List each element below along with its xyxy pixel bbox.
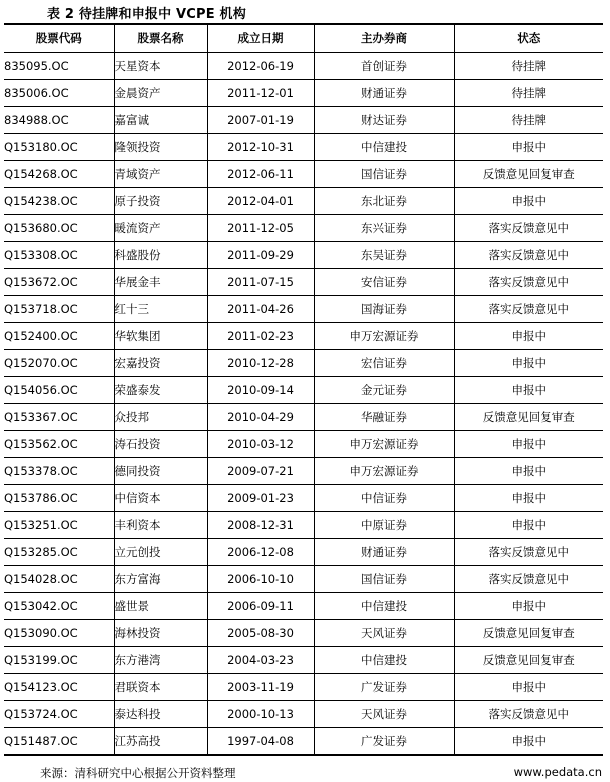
- cell-stock-name: 原子投资: [114, 188, 207, 215]
- table-row: [4, 377, 603, 404]
- table-row: [4, 269, 603, 296]
- cell-stock-name: 江苏高投: [114, 728, 207, 756]
- cell-status: 落实反馈意见中: [454, 566, 603, 593]
- cell-stock-name: 青域资产: [114, 161, 207, 188]
- cell-founded-date: 2006-09-11: [207, 593, 314, 620]
- cell-founded-date: 2004-03-23: [207, 647, 314, 674]
- cell-stock-code: Q153562.OC: [4, 431, 114, 458]
- cell-founded-date: 2010-03-12: [207, 431, 314, 458]
- cell-status: 反馈意见回复审查: [454, 620, 603, 647]
- cell-status: 申报中: [454, 377, 603, 404]
- cell-stock-code: Q154123.OC: [4, 674, 114, 701]
- cell-status: 落实反馈意见中: [454, 539, 603, 566]
- cell-stock-name: 东方港湾: [114, 647, 207, 674]
- table-row: [4, 647, 603, 674]
- cell-stock-code: Q153180.OC: [4, 134, 114, 161]
- table-row: [4, 431, 603, 458]
- cell-sponsor-broker: 财达证券: [314, 107, 454, 134]
- cell-sponsor-broker: 天风证券: [314, 701, 454, 728]
- cell-founded-date: 2012-04-01: [207, 188, 314, 215]
- table-body: [4, 53, 603, 756]
- cell-stock-code: Q153786.OC: [4, 485, 114, 512]
- cell-stock-name: 嘉富诚: [114, 107, 207, 134]
- header-status: 状态: [454, 24, 603, 53]
- cell-sponsor-broker: 东兴证券: [314, 215, 454, 242]
- cell-stock-name: 涛石投资: [114, 431, 207, 458]
- cell-status: 申报中: [454, 431, 603, 458]
- cell-stock-code: Q153680.OC: [4, 215, 114, 242]
- cell-status: 申报中: [454, 350, 603, 377]
- table-row: [4, 512, 603, 539]
- cell-founded-date: 2011-09-29: [207, 242, 314, 269]
- table-row: [4, 242, 603, 269]
- cell-status: 申报中: [454, 134, 603, 161]
- header-founded-date: 成立日期: [207, 24, 314, 53]
- cell-sponsor-broker: 金元证券: [314, 377, 454, 404]
- cell-founded-date: 2011-04-26: [207, 296, 314, 323]
- watermark: www.pedata.cn: [513, 765, 602, 779]
- cell-status: 落实反馈意见中: [454, 701, 603, 728]
- cell-founded-date: 2012-06-11: [207, 161, 314, 188]
- cell-founded-date: 2006-12-08: [207, 539, 314, 566]
- cell-sponsor-broker: 宏信证券: [314, 350, 454, 377]
- cell-founded-date: 2005-08-30: [207, 620, 314, 647]
- cell-founded-date: 2009-07-21: [207, 458, 314, 485]
- cell-sponsor-broker: 广发证券: [314, 674, 454, 701]
- cell-stock-code: Q152070.OC: [4, 350, 114, 377]
- cell-sponsor-broker: 财通证券: [314, 80, 454, 107]
- cell-stock-code: 835095.OC: [4, 53, 114, 80]
- source-note: 来源：清科研究中心根据公开资料整理: [40, 766, 236, 780]
- cell-sponsor-broker: 华融证券: [314, 404, 454, 431]
- cell-founded-date: 2011-12-05: [207, 215, 314, 242]
- cell-founded-date: 2003-11-19: [207, 674, 314, 701]
- cell-status: 申报中: [454, 188, 603, 215]
- vcpe-institutions-table: [4, 23, 603, 756]
- table-row: [4, 53, 603, 80]
- table-row: [4, 215, 603, 242]
- cell-status: 落实反馈意见中: [454, 269, 603, 296]
- cell-founded-date: 2009-01-23: [207, 485, 314, 512]
- table-row: [4, 350, 603, 377]
- cell-sponsor-broker: 中原证券: [314, 512, 454, 539]
- cell-stock-code: Q154238.OC: [4, 188, 114, 215]
- cell-stock-code: Q153199.OC: [4, 647, 114, 674]
- table-row: [4, 674, 603, 701]
- cell-stock-code: Q153042.OC: [4, 593, 114, 620]
- cell-founded-date: 2010-09-14: [207, 377, 314, 404]
- cell-founded-date: 2011-07-15: [207, 269, 314, 296]
- header-stock-name: 股票名称: [114, 24, 207, 53]
- cell-status: 申报中: [454, 323, 603, 350]
- table-row: [4, 134, 603, 161]
- table-title: 表 2 待挂牌和申报中 VCPE 机构: [47, 7, 246, 22]
- cell-sponsor-broker: 国海证券: [314, 296, 454, 323]
- table-row: [4, 566, 603, 593]
- header-row: [4, 24, 603, 53]
- cell-founded-date: 2000-10-13: [207, 701, 314, 728]
- cell-stock-code: Q153367.OC: [4, 404, 114, 431]
- cell-stock-name: 泰达科投: [114, 701, 207, 728]
- header-stock-code: 股票代码: [4, 24, 114, 53]
- cell-stock-name: 盛世景: [114, 593, 207, 620]
- cell-sponsor-broker: 中信建投: [314, 647, 454, 674]
- table-row: [4, 701, 603, 728]
- cell-stock-code: Q154268.OC: [4, 161, 114, 188]
- cell-stock-name: 中信资本: [114, 485, 207, 512]
- cell-sponsor-broker: 中信证券: [314, 485, 454, 512]
- header-sponsor-broker: 主办券商: [314, 24, 454, 53]
- cell-stock-name: 东方富海: [114, 566, 207, 593]
- cell-sponsor-broker: 申万宏源证券: [314, 458, 454, 485]
- cell-sponsor-broker: 东吴证券: [314, 242, 454, 269]
- cell-status: 待挂牌: [454, 80, 603, 107]
- table-row: [4, 188, 603, 215]
- table-row: [4, 593, 603, 620]
- cell-status: 待挂牌: [454, 53, 603, 80]
- cell-sponsor-broker: 东北证券: [314, 188, 454, 215]
- cell-sponsor-broker: 国信证券: [314, 161, 454, 188]
- cell-founded-date: 2006-10-10: [207, 566, 314, 593]
- cell-stock-code: Q153251.OC: [4, 512, 114, 539]
- table-row: [4, 404, 603, 431]
- cell-stock-name: 海林投资: [114, 620, 207, 647]
- table-row: [4, 485, 603, 512]
- cell-status: 申报中: [454, 593, 603, 620]
- cell-stock-name: 宏嘉投资: [114, 350, 207, 377]
- cell-sponsor-broker: 广发证券: [314, 728, 454, 756]
- cell-status: 申报中: [454, 674, 603, 701]
- cell-stock-code: Q153378.OC: [4, 458, 114, 485]
- cell-status: 申报中: [454, 512, 603, 539]
- cell-founded-date: 2012-10-31: [207, 134, 314, 161]
- cell-status: 反馈意见回复审查: [454, 404, 603, 431]
- cell-stock-name: 德同投资: [114, 458, 207, 485]
- cell-founded-date: 2010-04-29: [207, 404, 314, 431]
- cell-founded-date: 2010-12-28: [207, 350, 314, 377]
- table-row: [4, 620, 603, 647]
- table-row: [4, 458, 603, 485]
- cell-stock-name: 荣盛泰发: [114, 377, 207, 404]
- cell-sponsor-broker: 财通证券: [314, 539, 454, 566]
- table-row: [4, 539, 603, 566]
- cell-stock-name: 红十三: [114, 296, 207, 323]
- cell-status: 待挂牌: [454, 107, 603, 134]
- cell-stock-code: Q152400.OC: [4, 323, 114, 350]
- cell-stock-code: Q151487.OC: [4, 728, 114, 756]
- cell-status: 申报中: [454, 458, 603, 485]
- cell-status: 落实反馈意见中: [454, 296, 603, 323]
- cell-status: 申报中: [454, 728, 603, 756]
- cell-stock-code: Q153090.OC: [4, 620, 114, 647]
- cell-sponsor-broker: 安信证券: [314, 269, 454, 296]
- cell-stock-code: 835006.OC: [4, 80, 114, 107]
- table-row: [4, 80, 603, 107]
- cell-sponsor-broker: 天风证券: [314, 620, 454, 647]
- cell-sponsor-broker: 申万宏源证券: [314, 431, 454, 458]
- cell-stock-name: 众投邦: [114, 404, 207, 431]
- cell-status: 落实反馈意见中: [454, 242, 603, 269]
- cell-stock-code: Q153718.OC: [4, 296, 114, 323]
- cell-stock-code: Q154028.OC: [4, 566, 114, 593]
- cell-founded-date: 2008-12-31: [207, 512, 314, 539]
- cell-founded-date: 2007-01-19: [207, 107, 314, 134]
- table-row: [4, 323, 603, 350]
- cell-stock-code: 834988.OC: [4, 107, 114, 134]
- cell-stock-name: 君联资本: [114, 674, 207, 701]
- cell-status: 落实反馈意见中: [454, 215, 603, 242]
- cell-founded-date: 2012-06-19: [207, 53, 314, 80]
- cell-stock-code: Q153308.OC: [4, 242, 114, 269]
- cell-founded-date: 2011-12-01: [207, 80, 314, 107]
- cell-sponsor-broker: 中信建投: [314, 134, 454, 161]
- cell-status: 反馈意见回复审查: [454, 647, 603, 674]
- cell-founded-date: 1997-04-08: [207, 728, 314, 756]
- cell-stock-name: 丰利资本: [114, 512, 207, 539]
- cell-stock-name: 暖流资产: [114, 215, 207, 242]
- cell-stock-code: Q153724.OC: [4, 701, 114, 728]
- cell-sponsor-broker: 中信建投: [314, 593, 454, 620]
- cell-stock-name: 科盛股份: [114, 242, 207, 269]
- table-row: [4, 107, 603, 134]
- table-row: [4, 161, 603, 188]
- cell-status: 申报中: [454, 485, 603, 512]
- cell-stock-code: Q153672.OC: [4, 269, 114, 296]
- cell-sponsor-broker: 申万宏源证券: [314, 323, 454, 350]
- cell-status: 反馈意见回复审查: [454, 161, 603, 188]
- table-row: [4, 296, 603, 323]
- cell-stock-name: 华展金丰: [114, 269, 207, 296]
- cell-stock-name: 立元创投: [114, 539, 207, 566]
- cell-stock-code: Q153285.OC: [4, 539, 114, 566]
- cell-sponsor-broker: 首创证券: [314, 53, 454, 80]
- cell-founded-date: 2011-02-23: [207, 323, 314, 350]
- cell-stock-name: 华软集团: [114, 323, 207, 350]
- cell-stock-code: Q154056.OC: [4, 377, 114, 404]
- table-row: [4, 728, 603, 756]
- cell-stock-name: 天星资本: [114, 53, 207, 80]
- cell-stock-name: 隆领投资: [114, 134, 207, 161]
- cell-stock-name: 金晨资产: [114, 80, 207, 107]
- cell-sponsor-broker: 国信证券: [314, 566, 454, 593]
